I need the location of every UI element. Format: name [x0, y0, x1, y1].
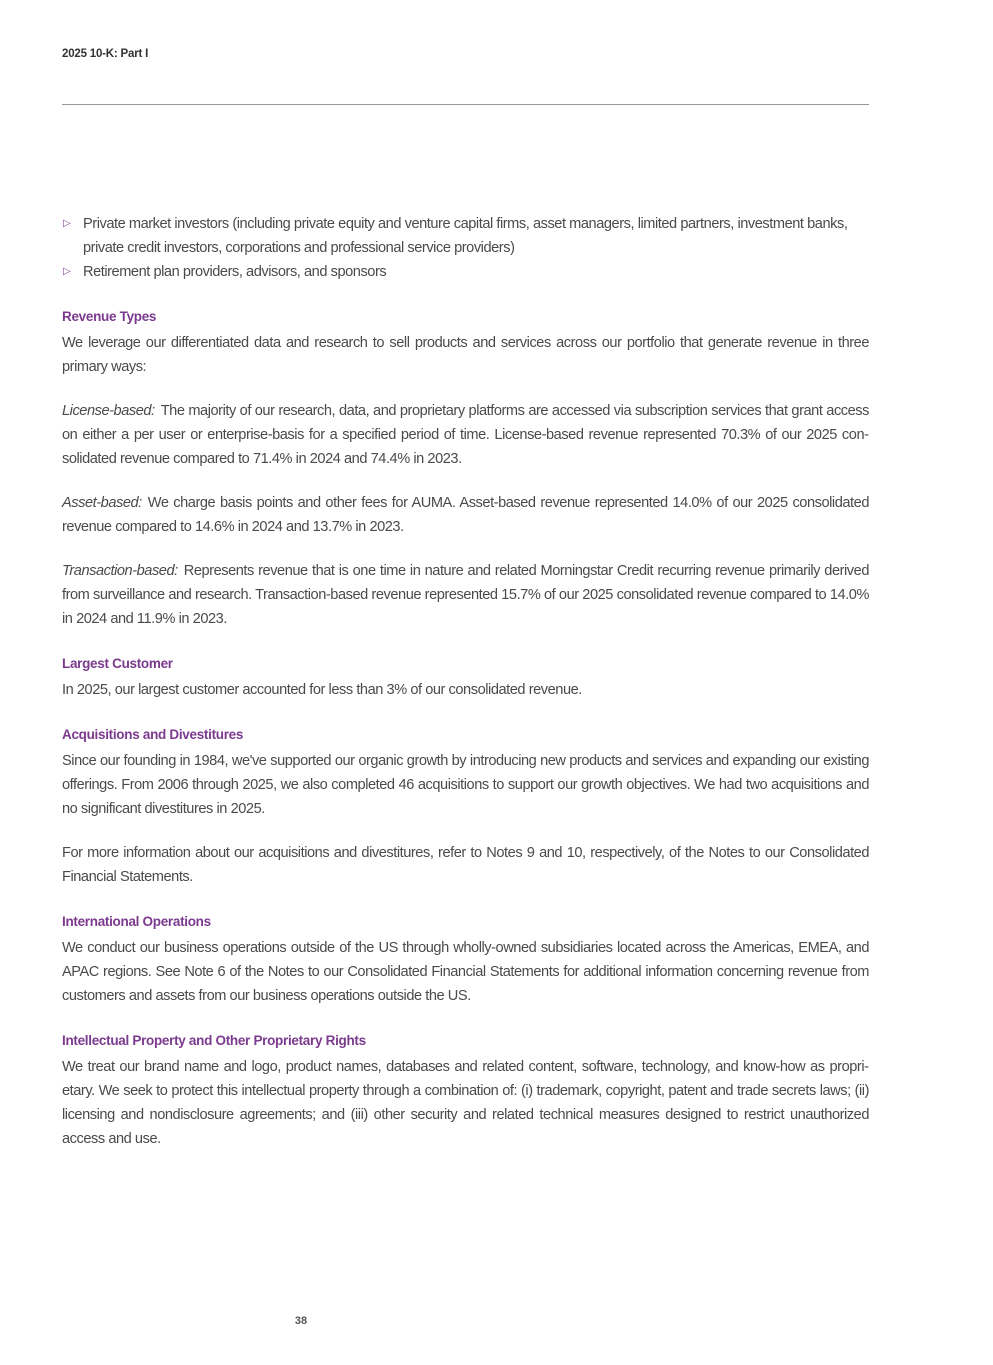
international-text: We conduct our business operations outside of the US through wholly-owned subsidiaries located across the Americas, EMEA, and APAC regions. See Note 6 of the Notes to our Consolidated Financial Statements for additional information concerning revenue from customers and assets from our business operations outside the US.	[62, 940, 869, 1004]
bullet-text: Retirement plan providers, advisors, and sponsors	[83, 264, 387, 280]
largest-customer-heading: Largest Customer	[62, 656, 173, 671]
bullet-text: Private market investors (including private equity and venture capital firms, asset managers, limited partners, investment banks, private credit investors, corporations and professional service providers)	[83, 216, 848, 256]
intellectual-property-heading: Intellectual Property and Other Proprietary Rights	[62, 1033, 366, 1048]
acquisitions-text-2: For more information about our acquisitions and divestitures, refer to Notes 9 and 10, respectively, of the Notes to our Consolidated Financial Statements.	[62, 845, 869, 885]
license-based-paragraph	[62, 399, 869, 471]
triangle-bullet-icon: ▷	[63, 218, 71, 229]
asset-based-term: Asset-based:	[62, 495, 142, 511]
section-international	[62, 912, 869, 1008]
revenue-types-intro: We leverage our differentiated data and research to sell products and services across our portfolio that generate revenue in three primary ways:	[62, 335, 869, 375]
transaction-based-text: Represents revenue that is one time in nature and related Morningstar Credit recurring revenue primarily derived from surveillance and research. Transaction-based revenue represented 15.7% of our 2025 consolidated revenue compared to 14.0% in 2024 and 11.9% in 2023.	[62, 563, 869, 627]
section-acquisitions	[62, 725, 869, 889]
section-largest-customer	[62, 654, 869, 702]
license-based-text: The majority of our research, data, and proprietary platforms are accessed via subscription services that grant access on either a per user or enterprise-basis for a specified period of time. License-based revenue represented 70.3% of our 2025 consolidated revenue compared to 71.4% in 2024 and 74.4% in 2023.	[62, 403, 869, 467]
asset-based-text: We charge basis points and other fees for AUMA. Asset-based revenue represented 14.0% of our 2025 consolidated revenue compared to 14.6% in 2024 and 13.7% in 2023.	[62, 495, 869, 535]
header-divider	[62, 104, 869, 105]
bullet-item-private-market	[62, 212, 869, 260]
transaction-based-term: Transaction-based:	[62, 563, 178, 579]
acquisitions-heading: Acquisitions and Divestitures	[62, 727, 244, 742]
customer-bullet-list	[62, 212, 869, 284]
triangle-bullet-icon: ▷	[63, 266, 71, 277]
transaction-based-paragraph	[62, 559, 869, 631]
bullet-item-retirement	[62, 260, 869, 284]
international-heading: International Operations	[62, 914, 211, 929]
page-body	[62, 212, 869, 1151]
asset-based-paragraph	[62, 491, 869, 539]
revenue-types-heading: Revenue Types	[62, 309, 157, 324]
largest-customer-text: In 2025, our largest customer accounted for less than 3% of our consolidated revenue.	[62, 682, 582, 698]
license-based-term: License-based:	[62, 403, 155, 419]
page-header-label: 2025 10-K: Part I	[62, 48, 149, 60]
intellectual-property-text: We treat our brand name and logo, product names, databases and related content, software, technology, and know-how as proprietary. We seek to protect this intellectual property through a combination of: (i) trademark, copyright, patent and trade secrets laws; (ii) licensing and nondisclosure agreements; and (iii) other security and related technical measures designed to restrict unauthorized access and use.	[62, 1059, 869, 1147]
acquisitions-text-1: Since our founding in 1984, we've supported our organic growth by introducing new products and services and expanding our existing offerings. From 2006 through 2025, we also completed 46 acquisitions to support our growth objectives. We had two acquisitions and no significant divestitures in 2025.	[62, 753, 869, 817]
section-intellectual-property	[62, 1031, 869, 1151]
section-revenue-types	[62, 307, 869, 631]
page-number: 38	[294, 1315, 308, 1327]
